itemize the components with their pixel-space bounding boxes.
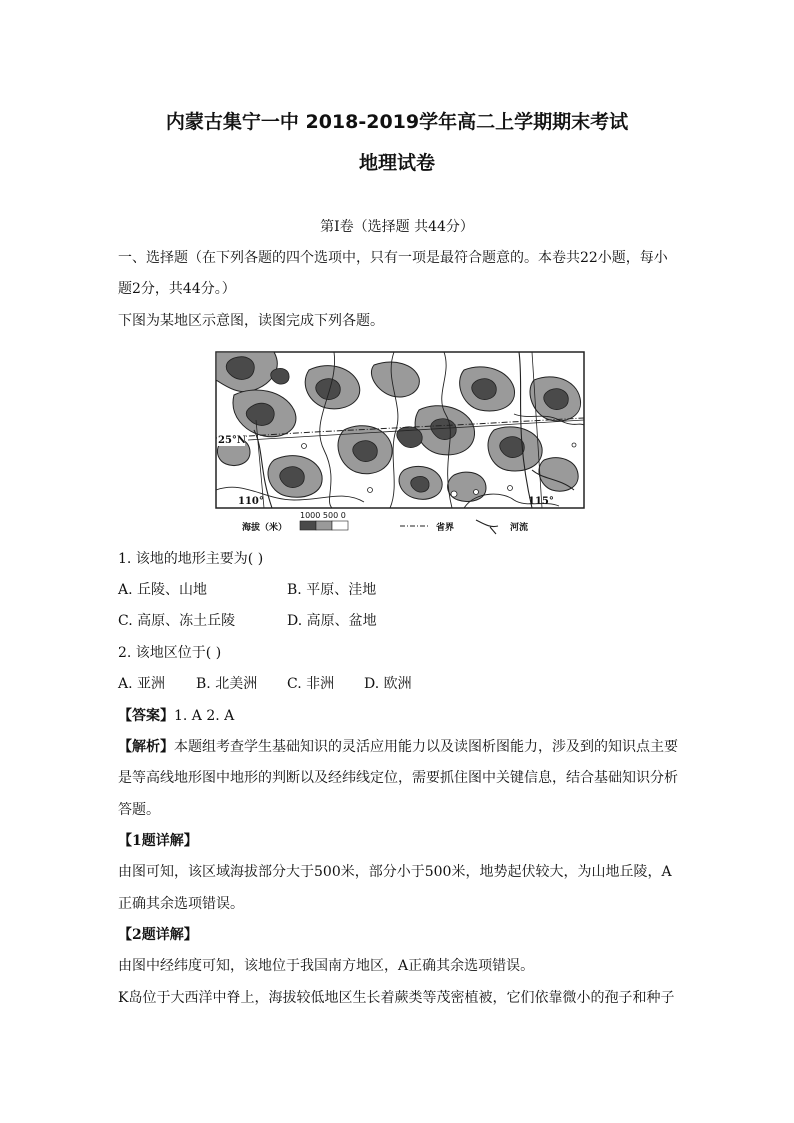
- legend-values: 1000 500 0: [300, 511, 346, 520]
- instruction-line-1: 一、选择题（在下列各题的四个选项中，只有一项是最符合题意的。本卷共22小题，每小: [118, 250, 668, 266]
- analysis-line-2: 是等高线地形图中地形的判断以及经纬线定位，需要抓住图中关键信息，结合基础知识分析: [118, 770, 678, 786]
- next-passage-line-1: K岛位于大西洋中脊上，海拔较低地区生长着蕨类等茂密植被，它们依靠微小的孢子和种子: [118, 990, 675, 1006]
- detail-1-line-2: 正确其余选项错误。: [118, 896, 244, 912]
- legend-swatch-mid: [316, 521, 332, 530]
- legend-border-label: 省界: [436, 523, 455, 533]
- question-1-option-d: D. 高原、盆地: [287, 613, 377, 629]
- question-2-option-a: A. 亚洲: [118, 676, 166, 692]
- lon-left-label: 110°: [238, 496, 264, 507]
- question-2-option-c: C. 非洲: [287, 676, 335, 692]
- legend-swatch-high: [300, 521, 316, 530]
- detail-2-heading: 【2题详解】: [118, 927, 198, 943]
- page-subtitle: 地理试卷: [358, 152, 435, 174]
- legend-river-symbol: [476, 520, 498, 534]
- answer-label: 【答案】: [118, 708, 174, 724]
- map-legend: [242, 511, 528, 534]
- topographic-map: [214, 350, 586, 540]
- analysis-line-3: 答题。: [118, 802, 160, 818]
- question-1-option-b: B. 平原、洼地: [287, 582, 377, 598]
- lon-right-label: 115°: [528, 496, 554, 507]
- lat-label: 25°N: [218, 435, 247, 446]
- question-1-stem: 1. 该地的地形主要为( ): [118, 551, 264, 567]
- analysis-line-1: [118, 737, 678, 757]
- detail-1-line-1: 由图可知，该区域海拔部分大于500米，部分小于500米，地势起伏较大，为山地丘陵，A: [118, 864, 672, 880]
- question-1-option-a: A. 丘陵、山地: [118, 582, 208, 598]
- topographic-map-figure: [214, 350, 586, 540]
- legend-swatch-low: [332, 521, 348, 530]
- figure-intro: 下图为某地区示意图，读图完成下列各题。: [118, 313, 384, 329]
- section-heading: 第Ⅰ卷（选择题 共44分）: [320, 219, 474, 235]
- answer-text: 1. A 2. A: [174, 708, 235, 724]
- detail-2-line-1: 由图中经纬度可知，该地位于我国南方地区，A正确其余选项错误。: [118, 958, 535, 974]
- analysis-text-1: 本题组考查学生基础知识的灵活应用能力以及读图析图能力，涉及到的知识点主要: [174, 739, 678, 755]
- question-1-option-c: C. 高原、冻土丘陵: [118, 613, 236, 629]
- question-2-option-d: D. 欧洲: [364, 676, 412, 692]
- question-2-stem: 2. 该地区位于( ): [118, 645, 222, 661]
- analysis-label: 【解析】: [118, 739, 174, 755]
- instruction-line-2: 题2分，共44分。）: [118, 281, 236, 297]
- legend-river-label: 河流: [510, 523, 529, 533]
- legend-elevation-label: 海拔（米）: [242, 523, 288, 533]
- page-title: 内蒙古集宁一中 2018-2019学年高二上学期期末考试: [165, 111, 629, 133]
- detail-1-heading: 【1题详解】: [118, 833, 198, 849]
- question-2-option-b: B. 北美洲: [196, 676, 258, 692]
- answer-line: [118, 706, 234, 726]
